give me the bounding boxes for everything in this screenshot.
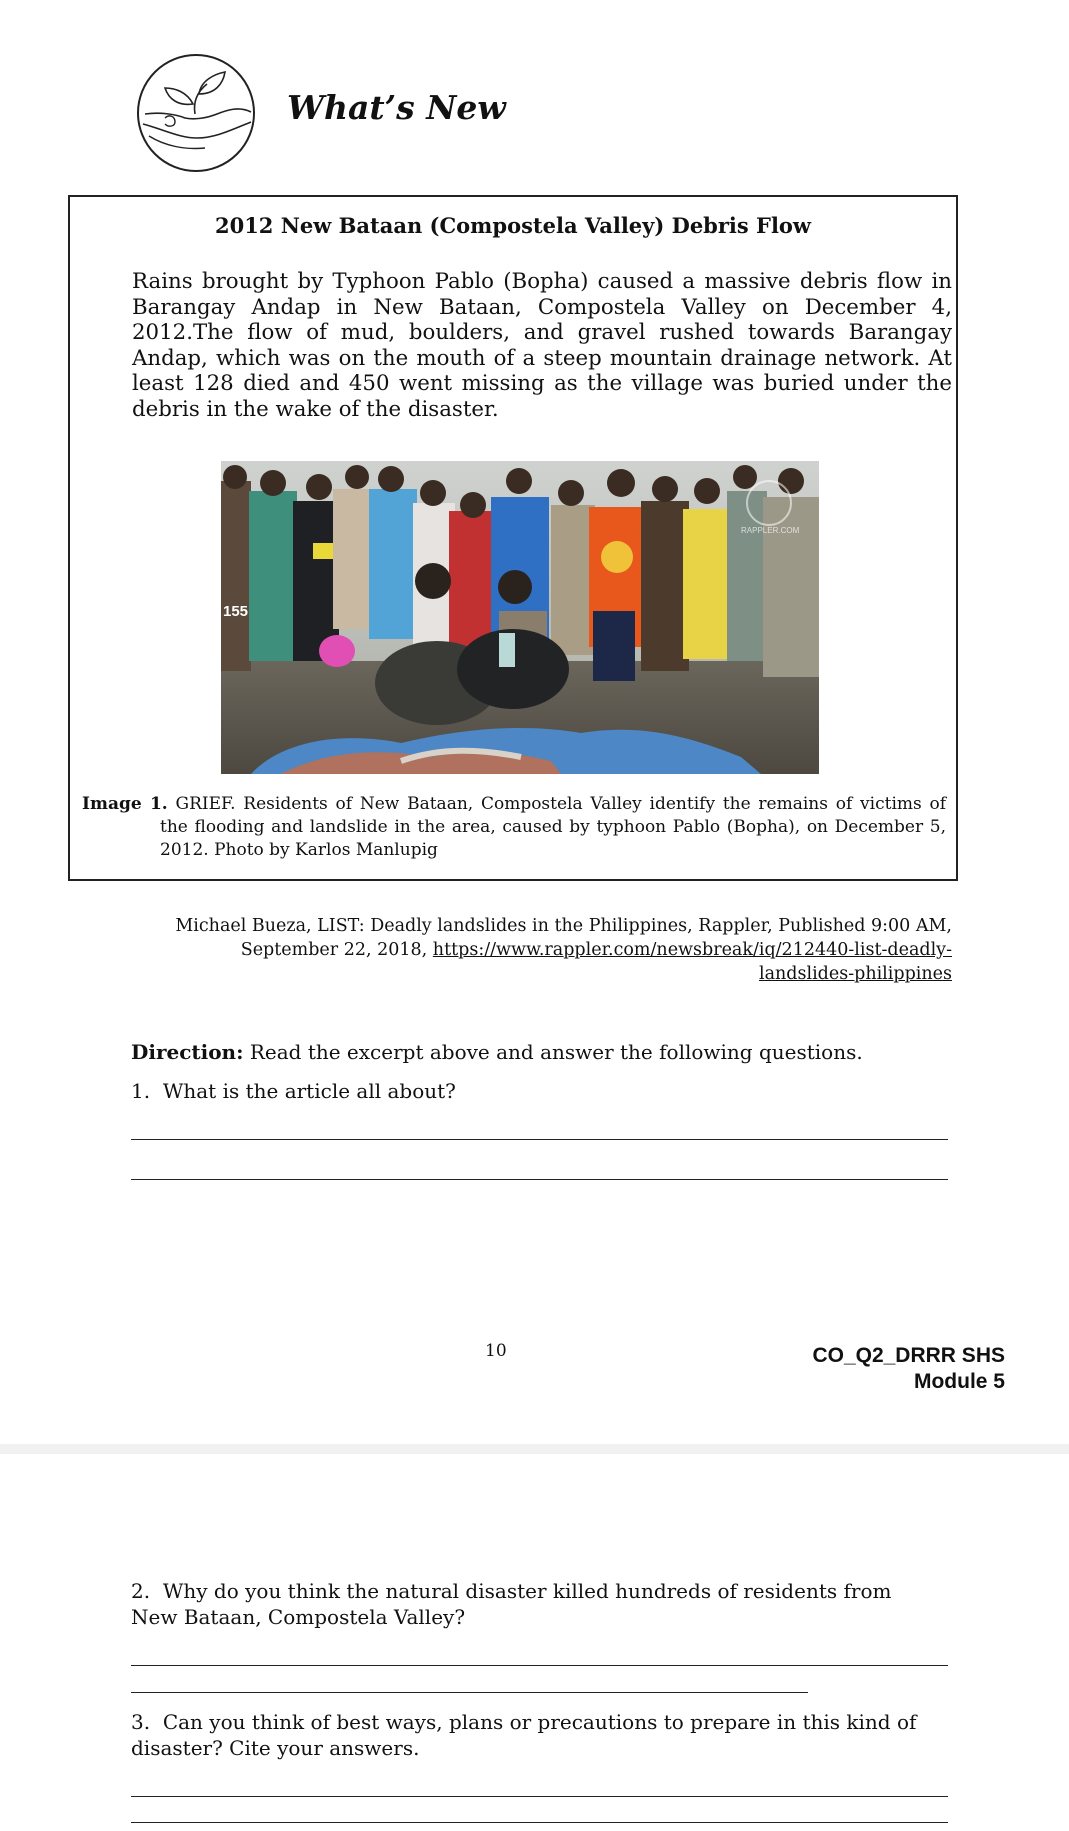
article-box xyxy=(68,195,958,881)
grief-photo xyxy=(221,461,819,774)
image-caption xyxy=(82,793,946,862)
answer-line[interactable] xyxy=(131,1822,948,1823)
answer-line[interactable] xyxy=(131,1139,948,1140)
question-2 xyxy=(131,1578,931,1630)
caption-text: GRIEF. Residents of New Bataan, Compostela Valley identify the remains of victims of the flooding and landslide in the area, caused by typhoon Pablo (Bopha), on December 5, 2012. Photo by Karlos Manlupig xyxy=(160,794,947,860)
question-number: 3. xyxy=(131,1710,151,1734)
citation-text: Michael Bueza, LIST: Deadly landslides in the Philippines, Rappler, Published 9:00 AM, September 22, 2018, xyxy=(175,916,952,960)
page-separator xyxy=(0,1444,1069,1454)
photo-watermark: RAPPLER.COM xyxy=(741,526,800,535)
direction xyxy=(131,1040,863,1064)
module-code-line2: Module 5 xyxy=(913,1370,1005,1393)
question-text: What is the article all about? xyxy=(162,1079,456,1103)
question-number: 1. xyxy=(131,1079,151,1103)
caption-label: Image 1. xyxy=(82,794,168,814)
question-text: Can you think of best ways, plans or precautions to prepare in this kind of disaster? Cite your answers. xyxy=(131,1710,917,1760)
hand-sprout-icon xyxy=(135,52,257,174)
article-body: Rains brought by Typhoon Pablo (Bopha) caused a massive debris flow in Barangay Andap in New Bataan, Compostela Valley on December 4, 2012.The flow of mud, boulders, and gravel rushed towards Barangay Andap, which was on the mouth of a steep mountain drainage network. At least 128 died and 450 went missing as the village was buried under the debris in the wake of the disaster. xyxy=(132,269,952,422)
answer-line[interactable] xyxy=(131,1796,948,1797)
page-number: 10 xyxy=(485,1341,507,1361)
question-3 xyxy=(131,1709,921,1761)
shirt-number: 155 xyxy=(223,603,249,620)
question-1 xyxy=(131,1078,456,1104)
section-title: What’s New xyxy=(287,88,506,127)
answer-line[interactable] xyxy=(131,1665,948,1666)
module-code-line1: CO_Q2_DRRR SHS xyxy=(812,1344,1005,1367)
question-text: Why do you think the natural disaster killed hundreds of residents from New Bataan, Compostela Valley? xyxy=(131,1579,892,1629)
article-title: 2012 New Bataan (Compostela Valley) Debris Flow xyxy=(214,213,812,238)
direction-label: Direction: xyxy=(131,1040,244,1064)
module-code xyxy=(812,1343,1005,1395)
direction-text: Read the excerpt above and answer the following questions. xyxy=(249,1040,863,1064)
answer-line[interactable] xyxy=(131,1692,808,1693)
answer-line[interactable] xyxy=(131,1179,948,1180)
question-number: 2. xyxy=(131,1579,151,1603)
source-citation xyxy=(160,914,952,986)
citation-link[interactable]: https://www.rappler.com/newsbreak/iq/212440-list-deadly-landslides-philippines xyxy=(432,940,952,984)
